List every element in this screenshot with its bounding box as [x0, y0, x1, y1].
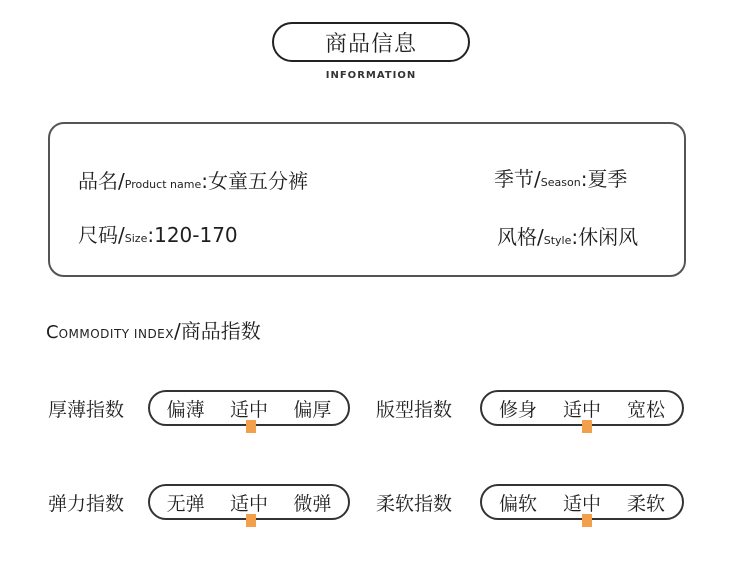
index-scale — [480, 484, 684, 520]
index-scale — [148, 484, 350, 520]
index-scale — [148, 390, 350, 426]
season-sep: : — [580, 167, 588, 191]
index-option: 偏软 — [498, 492, 537, 515]
index-scale — [480, 390, 684, 426]
index-option: 无弹 — [166, 492, 205, 515]
index-label: 厚薄指数 — [48, 398, 125, 421]
size-row — [78, 219, 238, 248]
season-value: 夏季 — [587, 167, 628, 191]
index-option: 微弹 — [293, 492, 332, 515]
product-name-row — [78, 165, 308, 194]
size-label-cn: 尺码/ — [78, 223, 125, 247]
softness-index — [376, 484, 684, 520]
index-option-selected: 适中 — [229, 492, 268, 515]
style-label-cn: 风格/ — [497, 225, 544, 249]
section-title-pill — [272, 22, 470, 62]
page-subtitle: INFORMATION — [325, 70, 417, 81]
size-label-en: Size — [124, 232, 148, 245]
product-name-sep: : — [201, 169, 208, 193]
style-sep: : — [571, 225, 579, 249]
index-option: 宽松 — [626, 398, 665, 421]
season-row — [494, 163, 627, 192]
style-row — [497, 221, 638, 250]
thickness-index — [48, 390, 350, 426]
index-label: 柔软指数 — [376, 492, 453, 515]
selected-marker — [246, 420, 256, 433]
season-label-en: Season — [540, 176, 581, 189]
season-label-cn: 季节/ — [494, 167, 541, 191]
elasticity-index — [48, 484, 350, 520]
index-option: 偏厚 — [293, 398, 332, 421]
index-option-selected: 适中 — [562, 398, 601, 421]
style-value: 休闲风 — [578, 225, 639, 249]
commodity-index-title-cap: C — [46, 322, 59, 343]
fit-index — [376, 390, 684, 426]
selected-marker — [582, 514, 592, 527]
commodity-index-title-small: OMMODITY INDEX — [58, 327, 174, 341]
selected-marker — [582, 420, 592, 433]
size-value: 120-170 — [154, 223, 238, 247]
index-option: 柔软 — [626, 492, 665, 515]
index-label: 版型指数 — [376, 398, 453, 421]
selected-marker — [246, 514, 256, 527]
product-name-label-en: Product name — [124, 178, 202, 191]
index-option-selected: 适中 — [562, 492, 601, 515]
product-name-label-cn: 品名/ — [78, 169, 125, 193]
size-sep: : — [147, 223, 155, 247]
index-option-selected: 适中 — [229, 398, 268, 421]
index-option: 修身 — [498, 398, 537, 421]
info-card — [48, 122, 686, 277]
product-name-value: 女童五分裤 — [207, 169, 308, 193]
index-label: 弹力指数 — [48, 492, 125, 515]
page-title: 商品信息 — [324, 31, 417, 57]
index-option: 偏薄 — [166, 398, 205, 421]
commodity-index-title — [46, 315, 261, 344]
commodity-index-title-cn: /商品指数 — [174, 319, 261, 343]
style-label-en: Style — [543, 234, 572, 247]
